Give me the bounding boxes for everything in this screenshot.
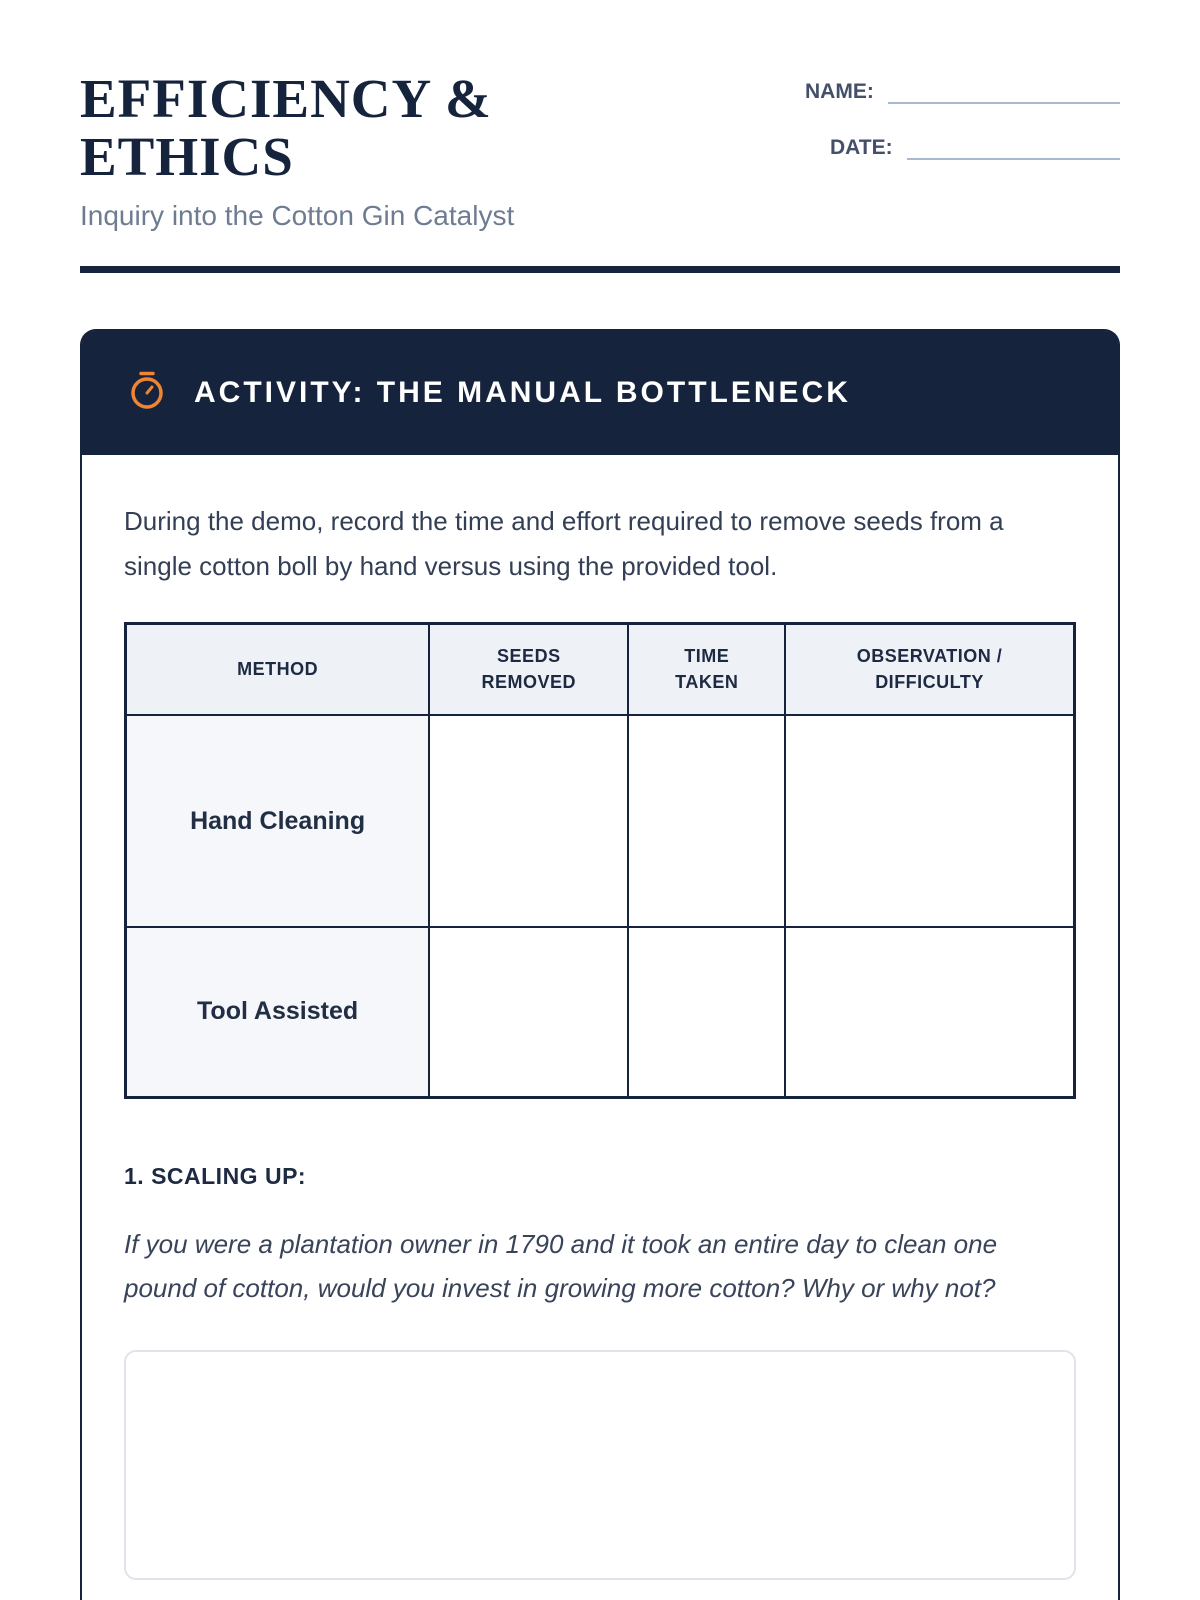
tool-time-taken-cell[interactable]: [628, 927, 785, 1097]
name-date-block: [805, 70, 1120, 160]
column-header-observation: OBSERVATION / DIFFICULTY: [785, 623, 1074, 715]
header-divider: [80, 266, 1120, 273]
observation-table: [124, 622, 1076, 1099]
method-label-hand-cleaning: Hand Cleaning: [126, 715, 430, 927]
hand-time-taken-cell[interactable]: [628, 715, 785, 927]
table-header-row: [126, 623, 1075, 715]
table-row: [126, 715, 1075, 927]
name-label: NAME:: [805, 80, 874, 103]
date-row: [805, 134, 1120, 160]
method-label-tool-assisted: Tool Assisted: [126, 927, 430, 1097]
hand-observation-cell[interactable]: [785, 715, 1074, 927]
tool-seeds-removed-cell[interactable]: [429, 927, 628, 1097]
date-input-line[interactable]: [907, 134, 1120, 160]
question-1-answer-box[interactable]: [124, 1350, 1076, 1580]
question-1-prompt: If you were a plantation owner in 1790 and it took an entire day to clean one pound of cotton, would you invest in growing more cotton? Why or why not?: [124, 1228, 998, 1303]
page-subtitle: Inquiry into the Cotton Gin Catalyst: [80, 199, 515, 231]
column-header-time-taken: TIME TAKEN: [628, 623, 785, 715]
date-label: DATE:: [830, 136, 893, 159]
header: [80, 70, 1120, 232]
activity-card: [80, 329, 1120, 1600]
activity-card-body: [82, 455, 1118, 1600]
question-1-heading: 1. SCALING UP:: [124, 1162, 307, 1189]
activity-intro: During the demo, record the time and effort required to remove seeds from a single cotton boll by hand versus using the provided tool.: [124, 505, 1004, 581]
title-block: [80, 70, 720, 232]
tool-observation-cell[interactable]: [785, 927, 1074, 1097]
column-header-method: METHOD: [126, 623, 430, 715]
activity-card-header: [82, 331, 1118, 455]
name-row: [805, 78, 1120, 104]
stopwatch-icon: [126, 369, 168, 416]
page-title: EFFICIENCY & ETHICS: [80, 68, 492, 187]
activity-title: ACTIVITY: THE MANUAL BOTTLENECK: [194, 375, 851, 409]
hand-seeds-removed-cell[interactable]: [429, 715, 628, 927]
table-row: [126, 927, 1075, 1097]
name-input-line[interactable]: [888, 78, 1120, 104]
column-header-seeds-removed: SEEDS REMOVED: [429, 623, 628, 715]
